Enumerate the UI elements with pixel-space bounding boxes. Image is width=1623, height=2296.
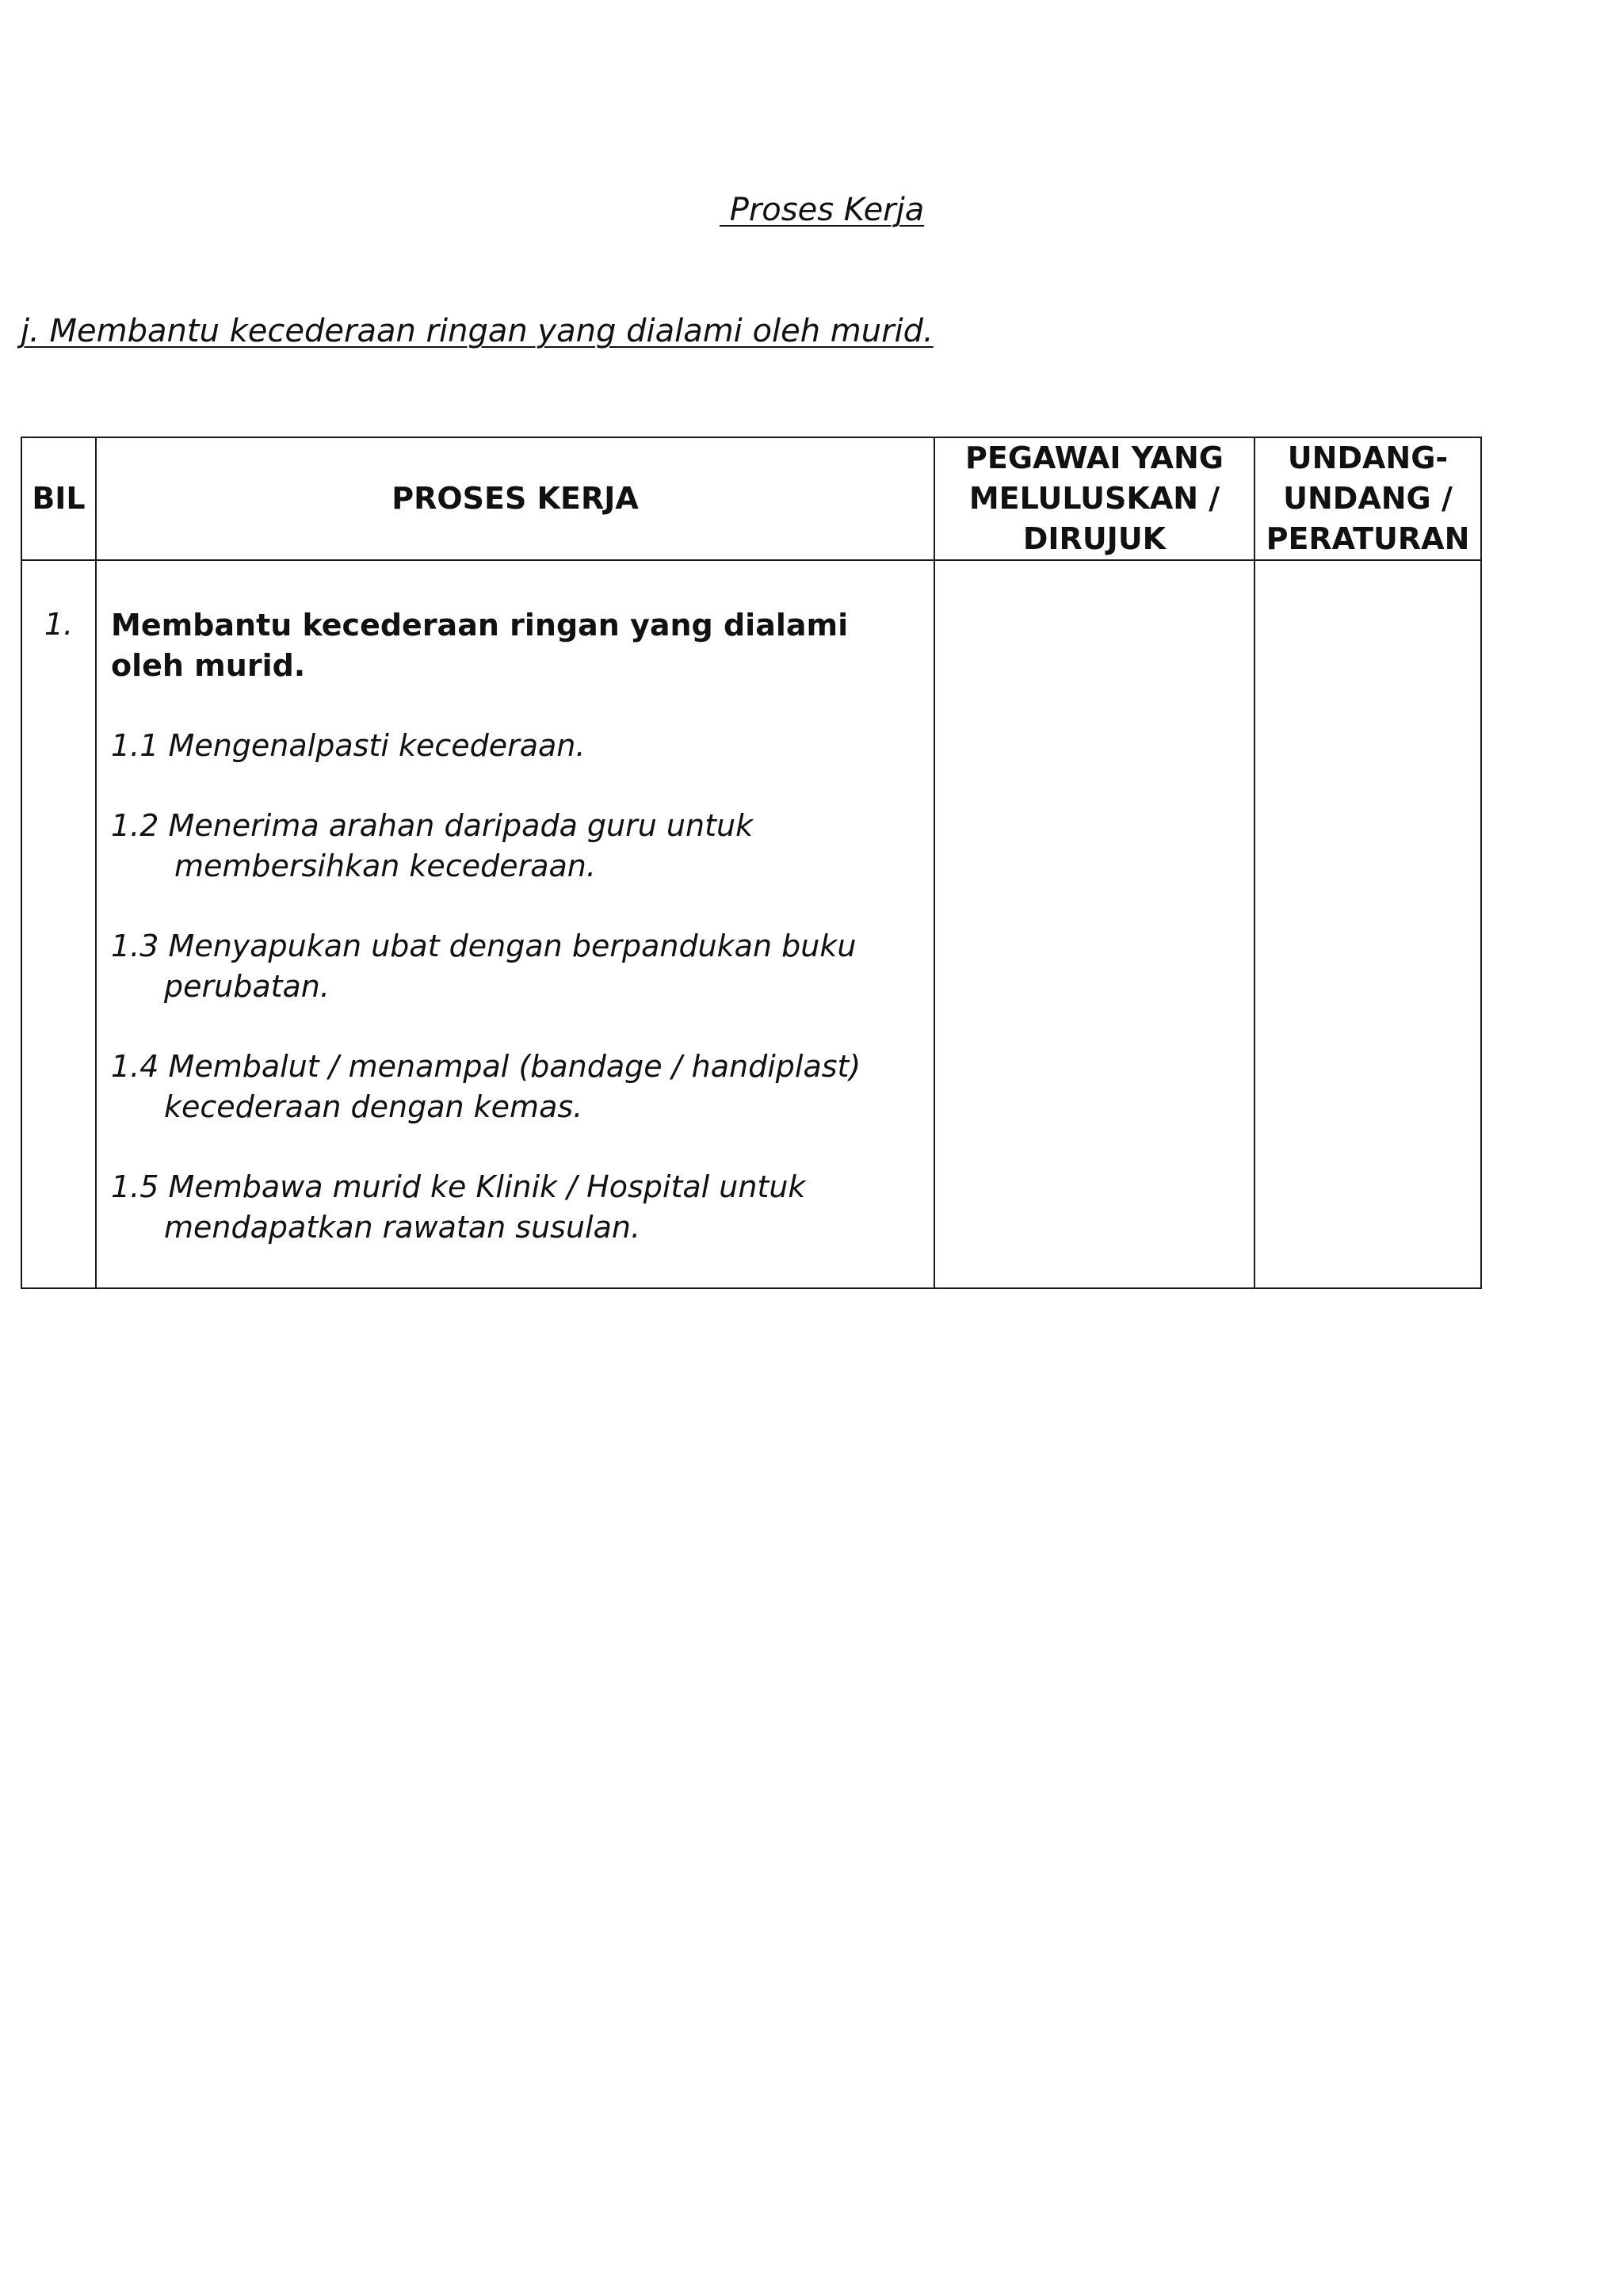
step-text: Menerima arahan daripada guru untuk membersihkan kecederaan.: [168, 808, 754, 883]
header-pegawai: PEGAWAI YANG MELULUSKAN / DIRUJUK: [934, 437, 1254, 560]
step-text: Membawa murid ke Klinik / Hospital untuk mendapatkan rawatan susulan.: [164, 1169, 806, 1245]
header-undang: UNDANG-UNDANG / PERATURAN: [1254, 437, 1481, 560]
section-heading: j. Membantu kecederaan ringan yang dialami oleh murid.: [21, 313, 934, 349]
step-number: 1.3: [111, 929, 159, 963]
row-number: 1.: [44, 607, 74, 642]
step-number: 1.5: [111, 1169, 159, 1204]
pegawai-cell: [934, 560, 1254, 1288]
process-title: Membantu kecederaan ringan yang dialami oleh murid.: [111, 608, 849, 683]
step-number: 1.4: [111, 1049, 159, 1084]
step-text: Menyapukan ubat dengan berpandukan buku perubatan.: [164, 929, 857, 1004]
process-step: [111, 726, 919, 766]
step-number: 1.2: [111, 808, 159, 843]
header-proses-kerja: PROSES KERJA: [96, 437, 934, 560]
process-step: [111, 926, 919, 1007]
table-row: [21, 560, 1481, 1288]
process-step: [111, 806, 919, 887]
table-header-row: [21, 437, 1481, 560]
step-text: Mengenalpasti kecederaan.: [168, 728, 586, 763]
bil-cell: [21, 560, 96, 1288]
step-text: Membalut / menampal (bandage / handiplast) kecederaan dengan kemas.: [164, 1049, 861, 1124]
process-step: [111, 1047, 919, 1127]
step-number: 1.1: [111, 728, 159, 763]
header-bil: BIL: [21, 437, 96, 560]
undang-cell: [1254, 560, 1481, 1288]
work-process-table: [21, 437, 1482, 1289]
process-cell: [96, 560, 934, 1288]
page-title: Proses Kerja: [720, 192, 925, 228]
process-step: [111, 1167, 919, 1248]
